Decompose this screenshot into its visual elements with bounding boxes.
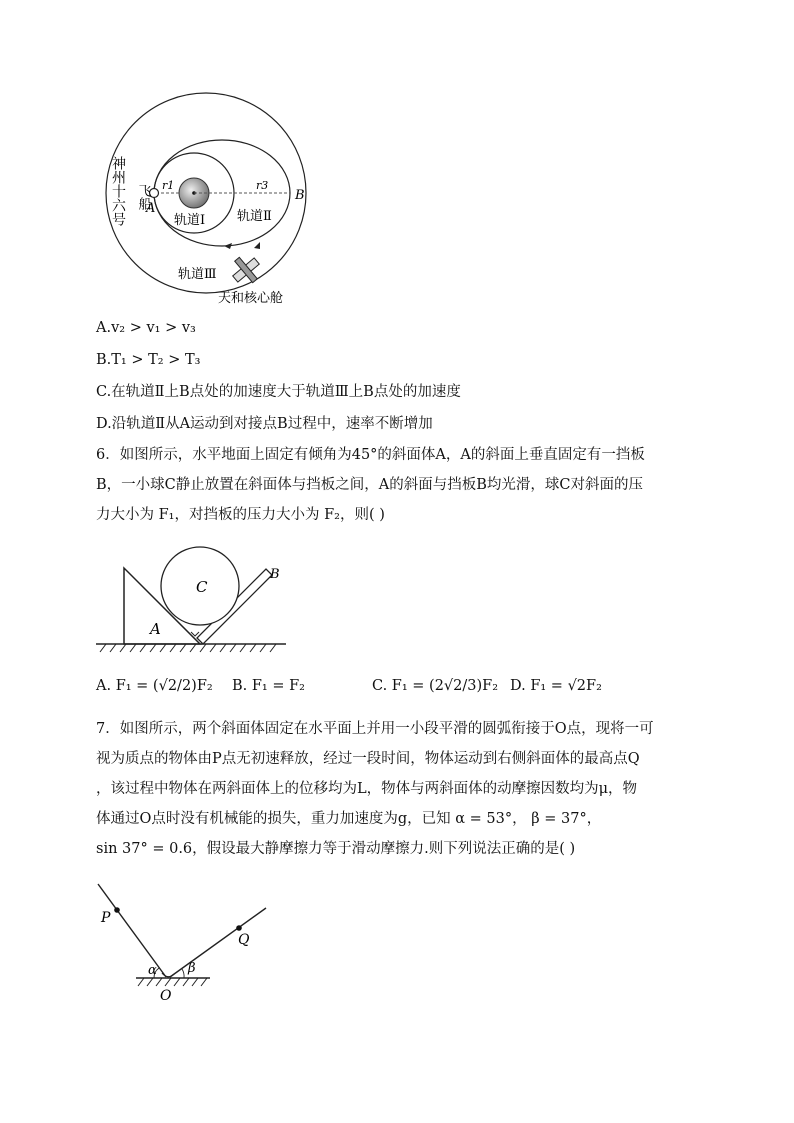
q7-line-5: sin 37° = 0.6，假设最大静摩擦力等于滑动摩擦力.则下列说法正确的是( ) xyxy=(96,841,576,857)
label-P: P xyxy=(101,910,111,926)
q6-line-1: 6．如图所示，水平地面上固定有倾角为45°的斜面体A，A的斜面上垂直固定有一挡板 xyxy=(96,447,645,463)
q7-line-1: 7．如图所示，两个斜面体固定在水平面上并用一小段平滑的圆弧衔接于O点，现将一可 xyxy=(96,721,654,737)
q7-line-4: 体通过O点时没有机械能的损失，重力加速度为g，已知 α = 53°， β = 37°， xyxy=(96,811,602,827)
orbit-figure xyxy=(96,52,326,312)
q6-stem xyxy=(96,440,716,530)
label-orbit1: 轨道Ⅰ xyxy=(174,213,206,228)
point-Q xyxy=(236,925,242,931)
q7-line-3: ，该过程中物体在两斜面体上的位移均为L，物体与两斜面体的动摩擦因数均为μ，物 xyxy=(96,781,638,797)
label-r1: r1 xyxy=(162,179,175,192)
two-slopes-figure xyxy=(96,878,286,1008)
label-alpha: α xyxy=(148,963,157,978)
label-C: C xyxy=(196,578,208,596)
label-tianhe: 天和核心舱 xyxy=(218,291,284,306)
right-slope xyxy=(170,908,266,977)
label-orbit2: 轨道Ⅱ xyxy=(237,209,272,224)
label-beta: β xyxy=(188,961,196,976)
q6-option-a: A. F₁ = (√2/2)F₂ xyxy=(96,678,213,694)
spacecraft-icon xyxy=(150,189,159,198)
label-feichuan: 飞船 xyxy=(135,184,151,210)
q6-line-3: 力大小为 F₁，对挡板的压力大小为 F₂，则( ) xyxy=(96,507,385,523)
label-shenzhou: 神州十六号 xyxy=(110,156,126,226)
incline-ball-figure xyxy=(96,540,296,660)
q7-line-2: 视为质点的物体由P点无初速释放，经过一段时间，物体运动到右侧斜面体的最高点Q xyxy=(96,751,640,767)
label-orbit3: 轨道Ⅲ xyxy=(178,267,217,282)
point-P xyxy=(114,907,120,913)
tianhe-module-icon xyxy=(226,250,265,289)
q5-option-a: A.v₂ > v₁ > v₃ xyxy=(96,320,196,336)
q6-option-b: B. F₁ = F₂ xyxy=(232,678,305,694)
q5-option-b: B.T₁ > T₂ > T₃ xyxy=(96,352,201,368)
label-B6: B xyxy=(270,567,280,582)
label-O: O xyxy=(160,988,172,1004)
q5-option-d: D.沿轨道Ⅱ从A运动到对接点B过程中，速率不断增加 xyxy=(96,416,433,432)
label-Q: Q xyxy=(238,932,250,948)
label-B: B xyxy=(295,188,305,203)
q6-option-c: C. F₁ = (2√2/3)F₂ xyxy=(372,678,499,694)
label-r3: r3 xyxy=(256,179,269,192)
q7-stem xyxy=(96,714,716,864)
q6-options xyxy=(96,678,716,708)
q6-option-d: D. F₁ = √2F₂ xyxy=(510,678,602,694)
label-A: A xyxy=(146,201,156,216)
label-A6: A xyxy=(150,620,161,638)
q5-option-c: C.在轨道Ⅱ上B点处的加速度大于轨道Ⅲ上B点处的加速度 xyxy=(96,384,461,400)
q6-line-2: B，一小球C静止放置在斜面体与挡板之间，A的斜面与挡板B均光滑，球C对斜面的压 xyxy=(96,477,643,493)
